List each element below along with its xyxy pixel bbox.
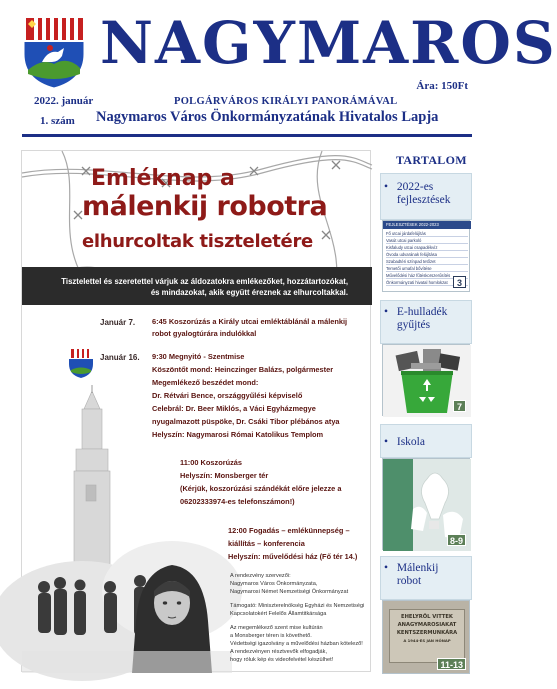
poster-coat-of-arms <box>68 347 94 379</box>
thumb-row: Fő utcai járdafelújítás <box>386 230 468 237</box>
issue-number: 1. szám <box>40 115 75 127</box>
thumb-row: Temetői urnafal bővítése <box>386 265 468 272</box>
thumb-row: Kisfaludy utcai csapadékvíz <box>386 244 468 251</box>
toc-item-label: • Málenkij robot <box>384 562 439 587</box>
wreath-line: 11:00 Koszorúzás <box>180 458 243 467</box>
organizers-line: A rendezvény szervezői: <box>230 573 291 579</box>
note-line: Védettségi igazolvány a művelődési házban kötelező! <box>230 641 363 647</box>
thumb-row: Művelődési ház fűtéskorszerűsítés <box>386 272 468 279</box>
thumb-header: FEJLESZTÉSEK 2022-2023 <box>383 221 471 229</box>
schedule-line: robot gyalogtúrára indulókkal <box>152 329 257 338</box>
schedule-line: nyugalmazott püspöke, Dr. Csáki Tibor plébános atya <box>152 417 340 426</box>
organizers-line: Nagymarosi Német Nemzetiségi Önkormányzat <box>230 589 349 595</box>
thumb-row: Szabadtéri színpad tetőzet <box>386 258 468 265</box>
toc-thumb-ewaste[interactable] <box>382 344 470 416</box>
thumb-row: Önkormányzati hivatal homlokzat <box>386 279 468 286</box>
schedule-line: 6:45 Koszorúzás a Király utcai emléktáblánál a málenkij <box>152 317 348 326</box>
support-line: Támogató: Miniszterelnökség Egyházi és Nemzetiségi <box>230 603 365 609</box>
wreath-line: (Kérjük, koszorúzási szándékát előre jelezze a <box>180 484 342 493</box>
wreath-line: 06202333974-es telefonszámon!) <box>180 497 295 506</box>
poster-title-line2: málenkij robotra <box>82 191 328 222</box>
page-badge: 11-13 <box>437 658 466 670</box>
poster-title-line1: Emléknap a <box>91 166 235 191</box>
subtitle: Nagymaros Város Önkormányzatának Hivatalos Lapja <box>96 109 439 125</box>
toc-thumb-school[interactable] <box>382 458 470 550</box>
thumb-row: Óvoda udvarának felújítása <box>386 251 468 258</box>
plaque-text: EHELYRŐL VITTEK ANAGYMAROSIAKAT KENTSZERMUNKÁRA A 1944-ES JAN HÓNAP <box>396 614 458 643</box>
poster-banner-text <box>48 276 348 298</box>
toc-item-label: • 2022-es fejlesztések <box>384 181 451 206</box>
support-line: Kapcsolatokért Felelős Államtitkársága <box>230 611 327 617</box>
thumb-row: Vasút utcai parkoló <box>386 237 468 244</box>
toc-item-label: • Iskola <box>384 436 425 448</box>
reception-line: 12:00 Fogadás – emlékünnepség – <box>228 526 350 535</box>
issue-date: 2022. január <box>34 95 94 107</box>
schedule-day-jan16: Január 16. <box>100 353 140 362</box>
masthead-title: NAGYMAROS <box>100 9 557 77</box>
banner-line: és mindazokat, akik együtt éreznek az elhurcoltakkal. <box>150 288 348 297</box>
schedule-line: Megemlékező beszédet mond: <box>152 378 259 387</box>
banner-line: Tisztelettel és szeretettel várjuk az áldozatokra emlékezőket, hozzátartozókat, <box>61 277 348 286</box>
schedule-line: Köszöntőt mond: Heinczinger Balázs, polgármester <box>152 365 334 374</box>
poster-title-line3: elhurcoltak tiszteletére <box>82 231 313 252</box>
note-line: a Monsberger téren is követhető. <box>230 633 312 639</box>
wreath-line: Helyszín: Monsberger tér <box>180 471 269 480</box>
reception-line: kiállítás – konferencia <box>228 539 305 548</box>
schedule-line: Celebrál: Dr. Beer Miklós, a Váci Egyházmegye <box>152 404 316 413</box>
toc-item-label: • E-hulladék gyűjtés <box>384 306 448 331</box>
note-line: A rendezvényen résztvevők elfogadják, <box>230 649 328 655</box>
schedule-line: Helyszín: Nagymarosi Római Katolikus Templom <box>152 430 324 439</box>
schedule-line: 9:30 Megnyitó - Szentmise <box>152 352 245 361</box>
event-poster <box>21 150 371 672</box>
page-badge: 8-9 <box>447 534 466 546</box>
toc-title: TARTALOM <box>396 153 467 167</box>
tagline: POLGÁRVÁROS KIRÁLYI PANORÁMÁVAL <box>174 96 398 107</box>
organizers-line: Nagymaros Város Önkormányzata, <box>230 581 318 587</box>
header-rule <box>22 134 472 137</box>
price-label: Ára: 150Ft <box>416 80 468 92</box>
note-line: Az megemlékező szent mise kultúrán <box>230 625 323 631</box>
toc-thumb-malenkij[interactable] <box>382 600 470 674</box>
schedule-day-jan7: Január 7. <box>100 318 136 327</box>
schedule-line: Dr. Rétvári Bence, országgyűlési képviselő <box>152 391 303 400</box>
note-line: hogy róluk kép és videofelvétel készülhet! <box>230 657 334 663</box>
toc-thumb-developments[interactable] <box>382 220 470 292</box>
page-badge: 7 <box>453 400 466 412</box>
page-badge: 3 <box>453 276 466 288</box>
town-coat-of-arms <box>22 14 86 90</box>
reception-line: Helyszín: művelődési ház (Fő tér 14.) <box>228 552 358 561</box>
